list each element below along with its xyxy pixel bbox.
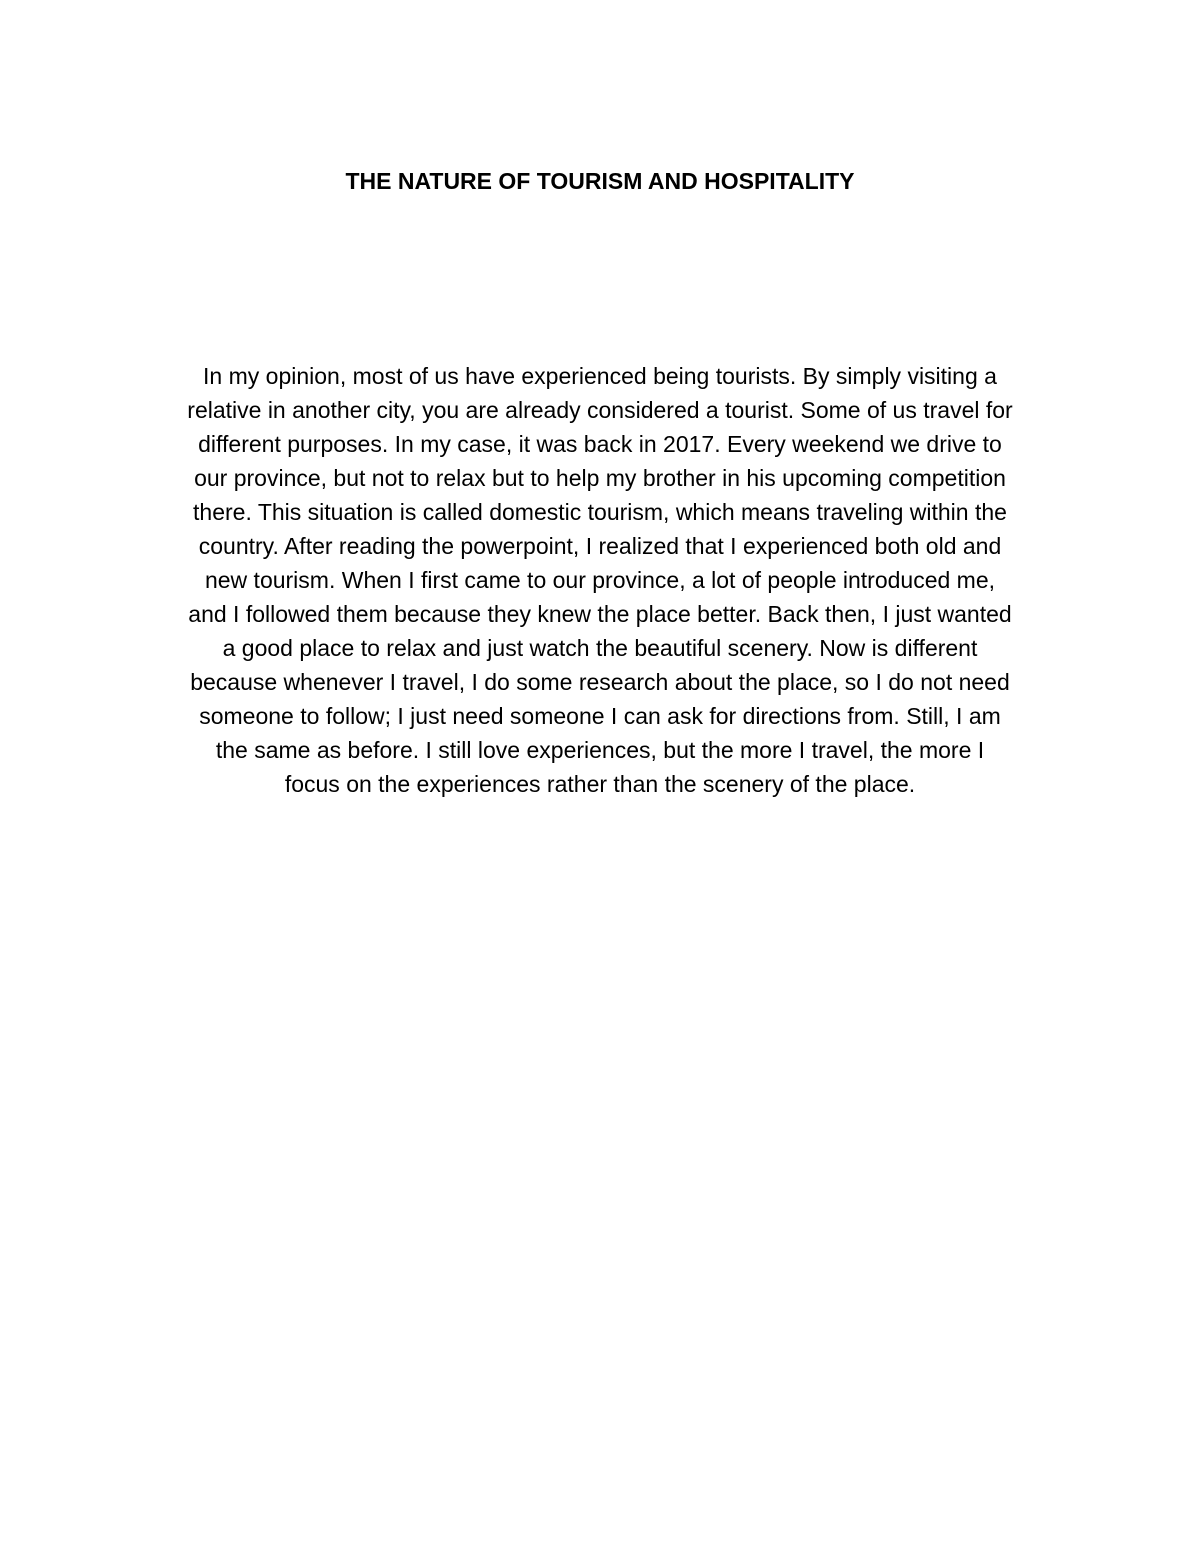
document-body [140, 359, 1060, 801]
body-line: because whenever I travel, I do some research about the place, so I do not need [190, 669, 1010, 695]
body-line: a good place to relax and just watch the beautiful scenery. Now is different [222, 635, 978, 661]
body-line: focus on the experiences rather than the scenery of the place. [284, 771, 916, 797]
body-line: the same as before. I still love experiences, but the more I travel, the more I [215, 737, 985, 763]
body-line: relative in another city, you are already considered a tourist. Some of us travel for [187, 397, 1013, 423]
body-line: new tourism. When I first came to our province, a lot of people introduced me, [204, 567, 996, 593]
body-line: different purposes. In my case, it was back in 2017. Every weekend we drive to [198, 431, 1002, 457]
body-line: there. This situation is called domestic tourism, which means traveling within the [193, 499, 1007, 525]
body-line: someone to follow; I just need someone I can ask for directions from. Still, I am [199, 703, 1001, 729]
document-title: THE NATURE OF TOURISM AND HOSPITALITY [345, 168, 855, 194]
body-line: country. After reading the powerpoint, I realized that I experienced both old and [198, 533, 1002, 559]
body-line: and I followed them because they knew the place better. Back then, I just wanted [188, 601, 1012, 627]
body-line: In my opinion, most of us have experienced being tourists. By simply visiting a [203, 363, 997, 389]
body-line: our province, but not to relax but to help my brother in his upcoming competition [194, 465, 1006, 491]
